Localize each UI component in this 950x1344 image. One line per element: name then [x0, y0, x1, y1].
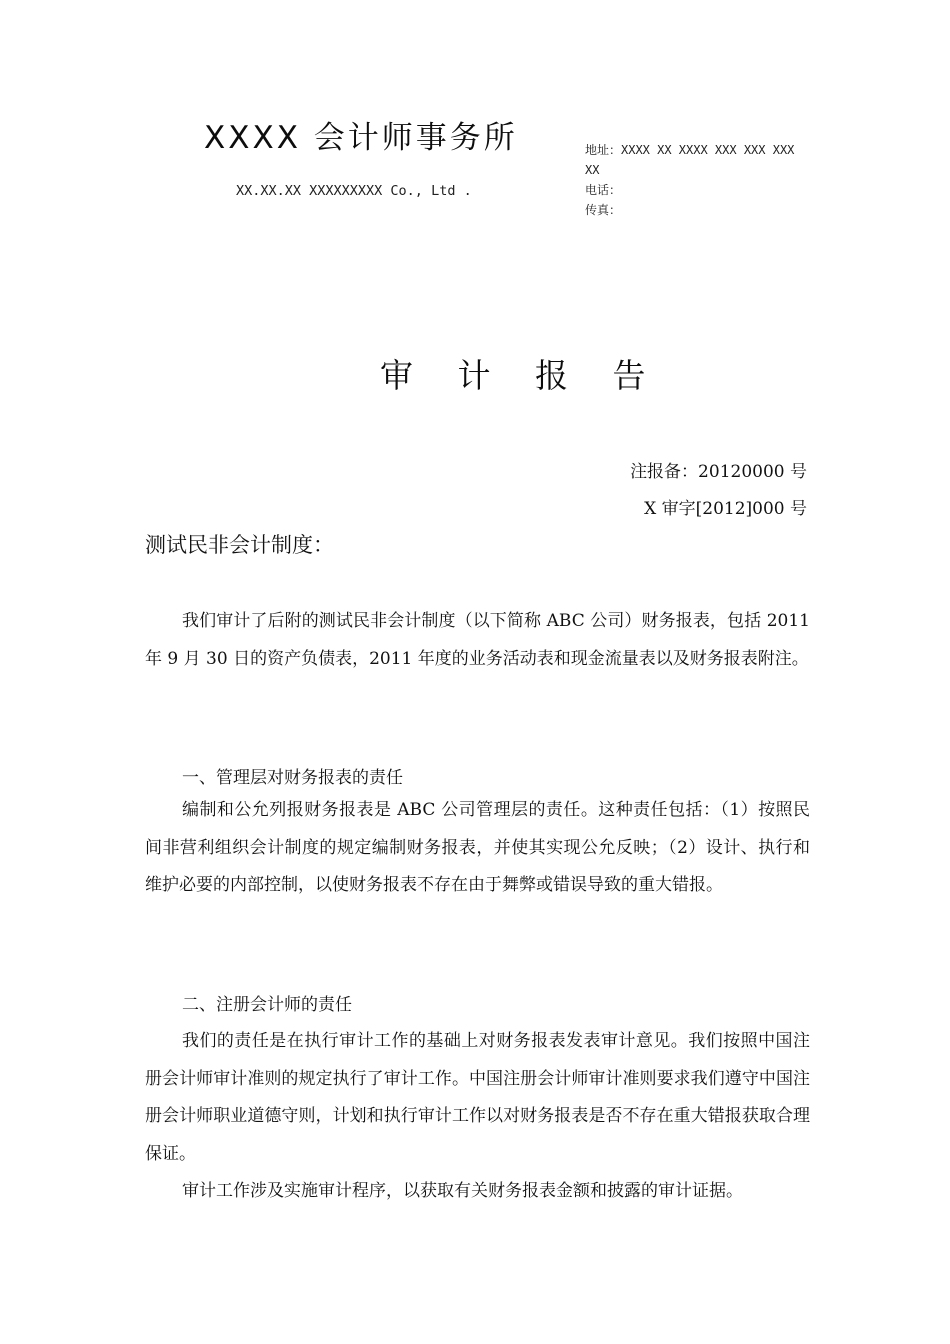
section-2-paragraph: 我们的责任是在执行审计工作的基础上对财务报表发表审计意见。我们按照中国注册会计师审计准则的规定执行了审计工作。中国注册会计师审计准则要求我们遵守中国注册会计师职业道德守则，计划和执行审计工作以对财务报表是否不存在重大错报获取合理保证。	[145, 1031, 810, 1164]
contact-block	[585, 140, 794, 220]
firm-english-name: XX.XX.XX XXXXXXXXX Co., Ltd .	[236, 183, 472, 199]
fax-label: 传真：	[585, 203, 622, 217]
firm-name: XXXX 会计师事务所	[204, 120, 518, 156]
address-line-2: XX	[585, 163, 600, 177]
phone-label: 电话：	[585, 183, 622, 197]
address-line-1: 地址：XXXX XX XXXX XXX XXX XXX	[585, 143, 795, 157]
filing-number: 注报备：20120000 号	[630, 462, 807, 482]
section-1-paragraph: 编制和公允列报财务报表是 ABC 公司管理层的责任。这种责任包括：（1）按照民间非营利组织会计制度的规定编制财务报表，并使其实现公允反映；（2）设计、执行和维护必要的内部控制，以使财务报表不存在由于舞弊或错误导致的重大错报。	[145, 800, 810, 895]
section-2-paragraph-2: 审计工作涉及实施审计程序，以获取有关财务报表金额和披露的审计证据。	[182, 1181, 743, 1201]
report-title: 审 计 报 告	[380, 356, 663, 395]
section-2-heading: 二、注册会计师的责任	[182, 995, 352, 1015]
section-1-heading: 一、管理层对财务报表的责任	[182, 768, 403, 788]
intro-paragraph: 我们审计了后附的测试民非会计制度（以下简称 ABC 公司）财务报表，包括 2011 年 9 月 30 日的资产负债表，2011 年度的业务活动表和现金流量表以及财务报表附注。	[145, 611, 810, 669]
addressee: 测试民非会计制度：	[145, 533, 334, 557]
report-number: X 审字[2012]000 号	[644, 499, 807, 519]
